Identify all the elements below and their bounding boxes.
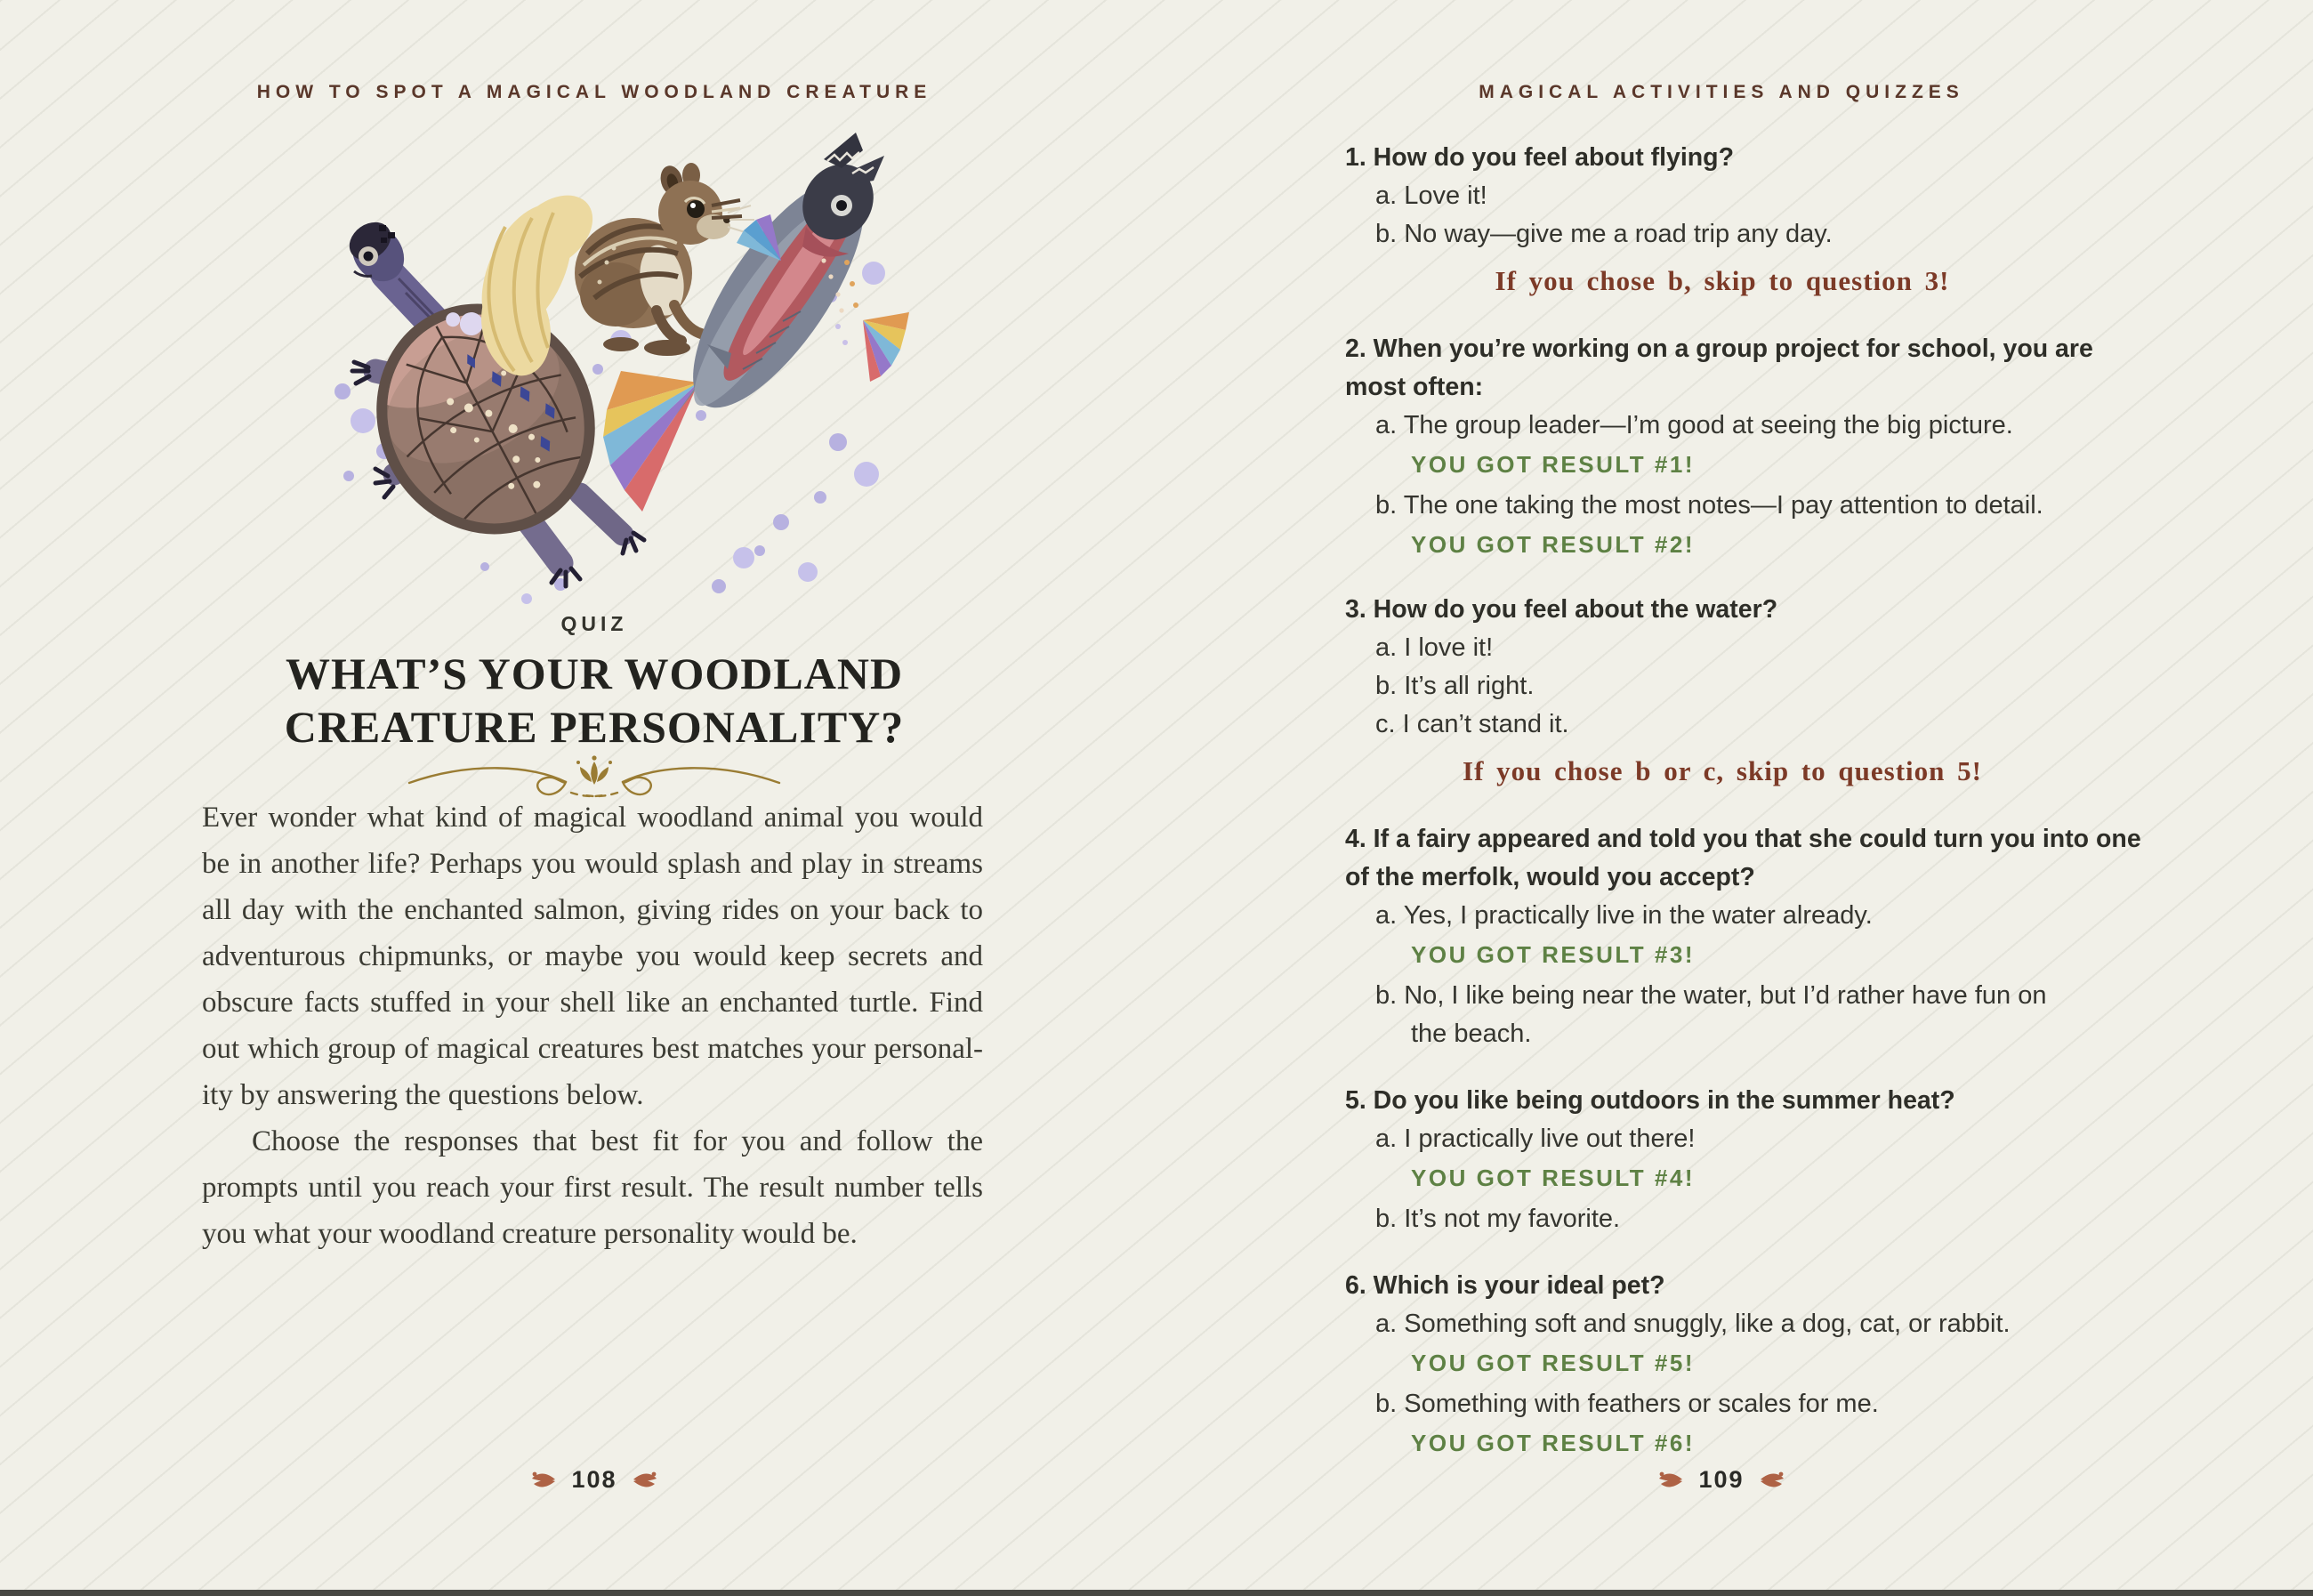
intro-line: obscure facts stuffed in your shell like an enchanted turtle. Find [202, 987, 983, 1019]
answer-option: b. It’s all right. [1375, 672, 1535, 700]
left-folio [149, 1466, 1039, 1494]
answer-option: a. The group leader—I’m good at seeing the big picture. [1375, 411, 2013, 439]
woodland-creatures-illustration [294, 120, 916, 605]
quiz-label: QUIZ [560, 612, 628, 635]
fleuron-icon [1759, 1470, 1785, 1491]
answer-option: a. Something soft and snuggly, like a dog, cat, or rabbit. [1375, 1310, 2011, 1338]
intro-line: prompts until you reach your first result. The result number tells [202, 1172, 983, 1204]
question-2 [1345, 330, 2099, 562]
intro-line: Choose the responses that best fit for you and follow the [252, 1125, 983, 1157]
fleuron-icon [530, 1470, 557, 1491]
question-text: 3. How do you feel about the water? [1345, 595, 1778, 624]
answer-option: b. No, I like being near the water, but I’d rather have fun on [1375, 981, 2047, 1010]
answer-option: a. Yes, I practically live in the water already. [1375, 901, 1873, 930]
result-note: YOU GOT RESULT #5! [1411, 1350, 1695, 1376]
question-text: 2. When you’re working on a group project for school, you are [1345, 335, 2093, 363]
right-folio [1277, 1466, 2166, 1494]
result-note: YOU GOT RESULT #4! [1411, 1165, 1695, 1191]
question-text: 1. How do you feel about flying? [1345, 143, 1735, 172]
answer-option-continued: the beach. [1411, 1020, 1532, 1048]
question-1 [1345, 139, 2099, 302]
quiz-title-line2: CREATURE PERSONALITY? [284, 702, 905, 752]
quiz-questions [1345, 139, 2141, 1465]
intro-line: be in another life? Perhaps you would splash and play in streams [202, 848, 983, 880]
right-running-header: MAGICAL ACTIVITIES AND QUIZZES [1479, 82, 1964, 102]
salmon-dorsal-fin [863, 312, 909, 382]
left-page [0, 0, 1156, 1596]
result-note: YOU GOT RESULT #1! [1411, 451, 1695, 478]
intro-line: out which group of magical creatures best matches your personal- [202, 1033, 983, 1065]
answer-option: b. No way—give me a road trip any day. [1375, 220, 1833, 248]
result-note: YOU GOT RESULT #6! [1411, 1430, 1695, 1456]
answer-option: b. The one taking the most notes—I pay attention to detail. [1375, 491, 2043, 520]
intro-line: adventurous chipmunks, or maybe you would keep secrets and [202, 940, 983, 972]
question-text: 5. Do you like being outdoors in the summer heat? [1345, 1086, 1955, 1115]
left-running-header: HOW TO SPOT A MAGICAL WOODLAND CREATURE [256, 82, 932, 102]
question-text: of the merfolk, would you accept? [1345, 863, 1755, 891]
page-bottom-edge [0, 1590, 2313, 1596]
intro-line: ity by answering the questions below. [202, 1079, 644, 1111]
intro-text [202, 794, 983, 1257]
answer-option: a. Love it! [1375, 181, 1487, 210]
page-number: 109 [1698, 1466, 1745, 1493]
intro-line: all day with the enchanted salmon, giving rides on your back to [202, 894, 983, 926]
question-text: 4. If a fairy appeared and told you that she could turn you into one [1345, 825, 2141, 853]
skip-note: If you chose b, skip to question 3! [1495, 265, 1950, 296]
question-5 [1345, 1082, 2099, 1238]
question-text: 6. Which is your ideal pet? [1345, 1271, 1665, 1300]
skip-note: If you chose b or c, skip to question 5! [1463, 755, 1982, 786]
question-6 [1345, 1267, 2099, 1461]
answer-option: a. I love it! [1375, 633, 1494, 662]
question-4 [1345, 820, 2141, 1053]
question-3 [1345, 591, 2099, 792]
question-text: most often: [1345, 373, 1484, 401]
answer-option: b. It’s not my favorite. [1375, 1205, 1621, 1233]
chipmunk-head [657, 163, 754, 245]
fleuron-icon [632, 1470, 658, 1491]
answer-option: a. I practically live out there! [1375, 1124, 1696, 1153]
result-note: YOU GOT RESULT #2! [1411, 531, 1695, 558]
quiz-title-line1: WHAT’S YOUR WOODLAND [285, 649, 904, 698]
result-note: YOU GOT RESULT #3! [1411, 941, 1695, 968]
intro-line: Ever wonder what kind of magical woodland animal you would [202, 802, 983, 834]
intro-line: you what your woodland creature personality would be. [202, 1218, 858, 1250]
answer-option: b. Something with feathers or scales for me. [1375, 1390, 1879, 1418]
fleuron-icon [1657, 1470, 1684, 1491]
answer-option: c. I can’t stand it. [1375, 710, 1569, 738]
page-number: 108 [571, 1466, 617, 1493]
